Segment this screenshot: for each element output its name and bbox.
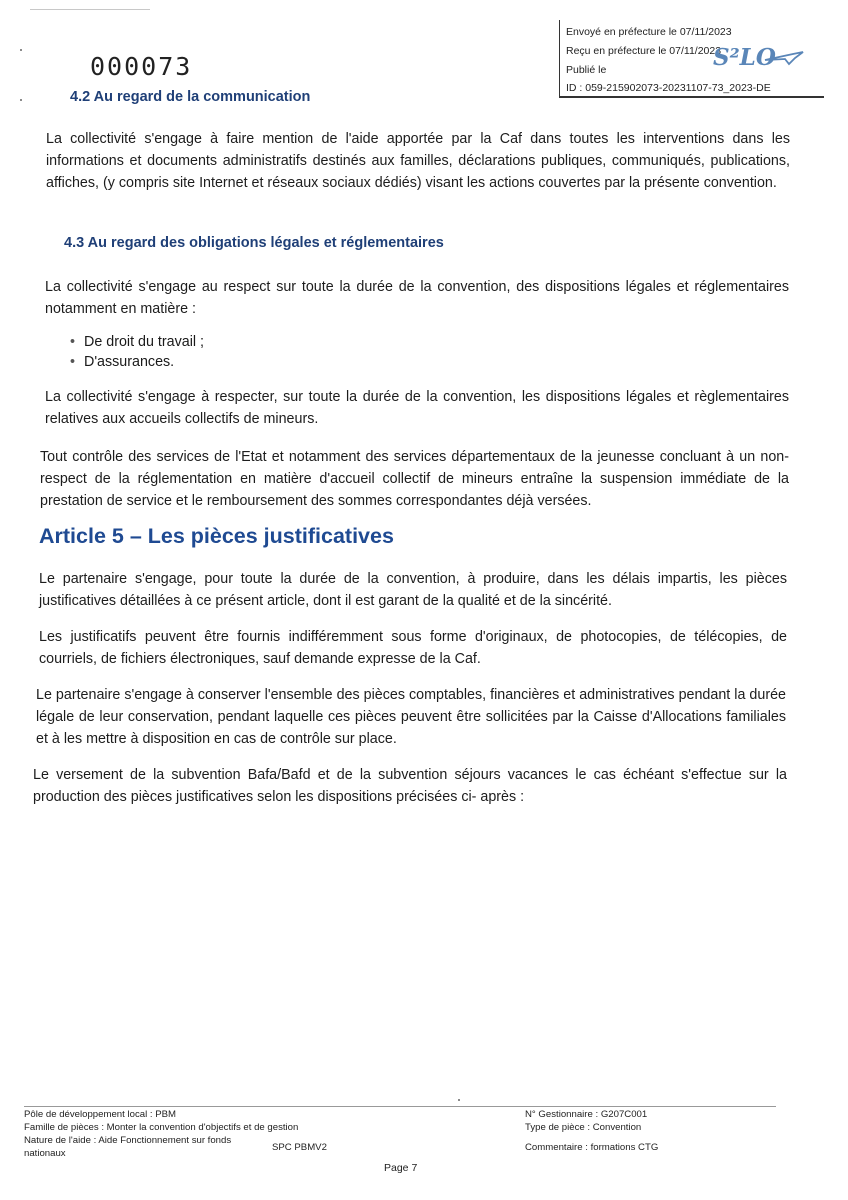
scan-mark bbox=[458, 1099, 460, 1101]
footer-commentaire: Commentaire : formations CTG bbox=[525, 1142, 659, 1153]
plane-icon bbox=[763, 50, 805, 66]
stamp-number: 000073 bbox=[90, 52, 193, 81]
scan-mark bbox=[20, 99, 22, 101]
footer-spc: SPC PBMV2 bbox=[272, 1142, 327, 1153]
article-5-paragraph-3: Le partenaire s'engage à conserver l'ensemble des pièces comptables, financières et administratives pendant la durée légale de leur conservation, pendant laquelle ces pièces peuvent être sollicitées par la Caisse d'Allocations familiales et à les mettre à disposition en cas de contrôle sur place. bbox=[36, 687, 786, 747]
footer-nature: Nature de l'aide : Aide Fonctionnement sur fonds bbox=[24, 1135, 232, 1146]
stamp-received-date: Reçu en préfecture le 07/11/2023 bbox=[566, 45, 722, 57]
section-4-2-paragraph: La collectivité s'engage à faire mention de l'aide apportée par la Caf dans toutes les interventions dans les informations et documents administratifs destinés aux familles, déclarations publiques, communiqués, publications, affiches, (y compris site Internet et réseaux sociaux dédiés) visant les actions couvertes par la présente convention. bbox=[46, 131, 790, 191]
article-5-paragraph-4: Le versement de la subvention Bafa/Bafd et de la subvention séjours vacances le cas échéant s'effectue sur la production des pièces justificatives selon les dispositions précisées ci- après : bbox=[33, 767, 787, 805]
section-4-3-paragraph-3: Tout contrôle des services de l'Etat et notamment des services départementaux de la jeunesse concluant à un non-respect de la réglementation en matière d'accueil collectif de mineurs entraîne la suspension immédiate de la prestation de service et le remboursement des sommes correspondantes déjà versées. bbox=[40, 449, 789, 509]
scan-mark bbox=[30, 9, 150, 10]
section-heading-4-3: 4.3 Au regard des obligations légales et réglementaires bbox=[64, 235, 444, 251]
list-item: • D'assurances. bbox=[70, 352, 204, 372]
slo-logo bbox=[713, 44, 776, 71]
scan-mark bbox=[20, 49, 22, 51]
section-4-3-paragraph-2: La collectivité s'engage à respecter, sur toute la durée de la convention, les dispositions légales et règlementaires relatives aux accueils collectifs de mineurs. bbox=[45, 389, 789, 427]
footer-type-piece: Type de pièce : Convention bbox=[525, 1122, 642, 1133]
footer-famille: Famille de pièces : Monter la convention d'objectifs et de gestion bbox=[24, 1122, 299, 1133]
article-5-paragraph-1: Le partenaire s'engage, pour toute la durée de la convention, à produire, dans les délais impartis, les pièces justificatives détaillées à ce présent article, dont il est garant de la qualité et de la sincérité. bbox=[39, 571, 787, 609]
stamp-id: ID : 059-215902073-20231107-73_2023-DE bbox=[566, 82, 771, 94]
article-5-title: Article 5 – Les pièces justificatives bbox=[39, 524, 394, 548]
stamp-published: Publié le bbox=[566, 64, 607, 76]
footer-divider bbox=[24, 1106, 776, 1107]
list-item: • De droit du travail ; bbox=[70, 332, 204, 352]
page-number: Page 7 bbox=[384, 1162, 418, 1174]
footer-nature-cont: nationaux bbox=[24, 1148, 66, 1159]
obligations-list bbox=[70, 332, 204, 372]
section-heading-4-2: 4.2 Au regard de la communication bbox=[70, 89, 311, 105]
stamp-sent-date: Envoyé en préfecture le 07/11/2023 bbox=[566, 26, 732, 38]
section-4-3-intro: La collectivité s'engage au respect sur toute la durée de la convention, des dispositions légales et réglementaires notamment en matière : bbox=[45, 279, 789, 317]
footer-gestionnaire: N° Gestionnaire : G207C001 bbox=[525, 1109, 648, 1120]
article-5-paragraph-2: Les justificatifs peuvent être fournis indifféremment sous forme d'originaux, de photocopies, de télécopies, de courriels, de fichiers électroniques, sauf demande expresse de la Caf. bbox=[39, 629, 787, 667]
footer-pole: Pôle de développement local : PBM bbox=[24, 1109, 176, 1120]
slo-logo-text: S²LO bbox=[713, 44, 776, 71]
